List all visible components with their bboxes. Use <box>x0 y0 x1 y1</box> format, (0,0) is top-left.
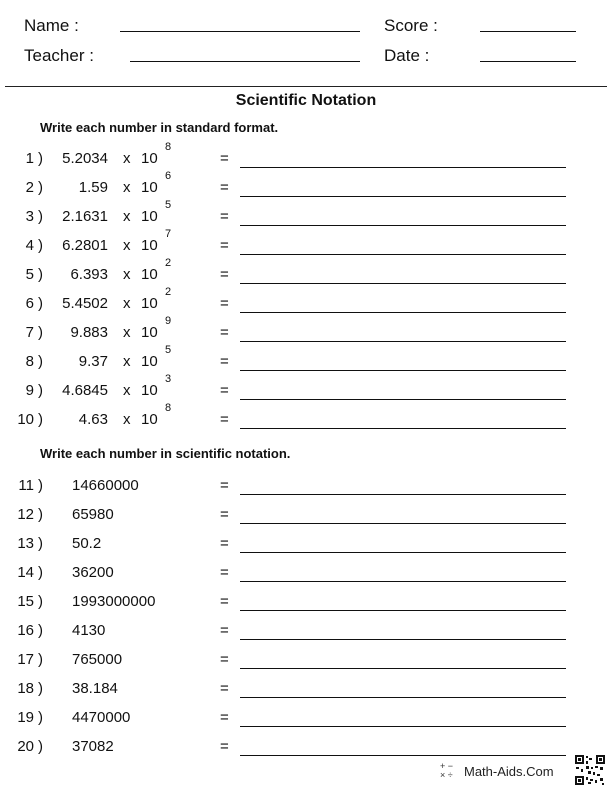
name-field-line[interactable] <box>120 31 360 32</box>
section1-instruction: Write each number in standard format. <box>40 120 279 135</box>
problem-paren: ) <box>38 477 43 494</box>
problem-row <box>0 506 612 534</box>
times-sign: x <box>123 237 131 254</box>
problem-paren: ) <box>38 237 43 254</box>
problem-paren: ) <box>38 738 43 755</box>
problem-paren: ) <box>38 179 43 196</box>
equals-sign: = <box>220 266 229 283</box>
base-ten: 10 <box>141 382 158 399</box>
base-ten: 10 <box>141 295 158 312</box>
problem-row <box>0 257 612 294</box>
problem-paren: ) <box>38 535 43 552</box>
site-name: Math-Aids.Com <box>464 764 554 779</box>
problem-number: 18 <box>17 680 34 697</box>
problem-number: 20 <box>17 738 34 755</box>
equals-sign: = <box>220 411 229 428</box>
equals-sign: = <box>220 564 229 581</box>
answer-line[interactable] <box>240 428 566 429</box>
answer-line[interactable] <box>240 697 566 698</box>
problem-paren: ) <box>38 150 43 167</box>
answer-line[interactable] <box>240 755 566 756</box>
problem-row <box>0 373 612 410</box>
problem-number: 10 <box>17 411 34 428</box>
equals-sign: = <box>220 324 229 341</box>
coefficient: 2.1631 <box>62 208 108 225</box>
problem-number: 8 <box>25 353 34 370</box>
coefficient: 6.2801 <box>62 237 108 254</box>
problem-paren: ) <box>38 382 43 399</box>
problem-paren: ) <box>38 353 43 370</box>
date-label: Date : <box>384 46 430 65</box>
problem-number: 13 <box>17 535 34 552</box>
times-sign: x <box>123 411 131 428</box>
equals-sign: = <box>220 680 229 697</box>
problem-row <box>0 680 612 708</box>
answer-line[interactable] <box>240 312 566 313</box>
problem-number: 19 <box>17 709 34 726</box>
equals-sign: = <box>220 477 229 494</box>
problem-paren: ) <box>38 709 43 726</box>
score-field-line[interactable] <box>480 31 576 32</box>
problem-row <box>0 593 612 621</box>
problem-number: 4 <box>25 237 34 254</box>
answer-line[interactable] <box>240 399 566 400</box>
problem-row <box>0 535 612 563</box>
problem-row <box>0 709 612 737</box>
times-sign: x <box>123 382 131 399</box>
base-ten: 10 <box>141 353 158 370</box>
equals-sign: = <box>220 593 229 610</box>
problem-paren: ) <box>38 266 43 283</box>
problem-paren: ) <box>38 324 43 341</box>
coefficient: 5.2034 <box>62 150 108 167</box>
answer-line[interactable] <box>240 639 566 640</box>
section2-instruction: Write each number in scientific notation. <box>40 446 291 461</box>
problem-paren: ) <box>38 680 43 697</box>
given-value: 1993000000 <box>72 593 156 610</box>
equals-sign: = <box>220 179 229 196</box>
equals-sign: = <box>220 535 229 552</box>
problem-paren: ) <box>38 622 43 639</box>
times-sign: x <box>123 179 131 196</box>
given-value: 50.2 <box>72 535 102 552</box>
problem-row <box>0 315 612 352</box>
equals-sign: = <box>220 738 229 755</box>
problem-number: 17 <box>17 651 34 668</box>
plus-minus-times-icon: + − × ÷ <box>440 761 454 780</box>
given-value: 4470000 <box>72 709 131 726</box>
problem-row <box>0 402 612 439</box>
answer-line[interactable] <box>240 167 566 168</box>
equals-sign: = <box>220 150 229 167</box>
teacher-label: Teacher : <box>24 46 94 65</box>
times-sign: x <box>123 266 131 283</box>
name-label: Name : <box>24 16 79 35</box>
given-value: 4130 <box>72 622 106 639</box>
equals-sign: = <box>220 382 229 399</box>
problem-row <box>0 651 612 679</box>
problem-number: 6 <box>25 295 34 312</box>
answer-line[interactable] <box>240 494 566 495</box>
problem-row <box>0 199 612 236</box>
exponent: 7 <box>165 228 172 240</box>
problem-row <box>0 344 612 381</box>
times-sign: x <box>123 150 131 167</box>
problem-row <box>0 286 612 323</box>
times-sign: x <box>123 295 131 312</box>
problem-paren: ) <box>38 593 43 610</box>
equals-sign: = <box>220 353 229 370</box>
equals-sign: = <box>220 208 229 225</box>
header-divider <box>5 86 607 87</box>
equals-sign: = <box>220 506 229 523</box>
times-sign: x <box>123 353 131 370</box>
problem-number: 15 <box>17 593 34 610</box>
answer-line[interactable] <box>240 668 566 669</box>
coefficient: 9.37 <box>78 353 108 370</box>
exponent: 6 <box>165 170 172 182</box>
problem-paren: ) <box>38 506 43 523</box>
problem-paren: ) <box>38 208 43 225</box>
base-ten: 10 <box>141 411 158 428</box>
date-field-line[interactable] <box>480 61 576 62</box>
coefficient: 4.63 <box>78 411 108 428</box>
given-value: 765000 <box>72 651 123 668</box>
problem-number: 2 <box>25 179 34 196</box>
problem-paren: ) <box>38 295 43 312</box>
answer-line[interactable] <box>240 196 566 197</box>
equals-sign: = <box>220 622 229 639</box>
problem-paren: ) <box>38 564 43 581</box>
problem-row <box>0 477 612 505</box>
exponent: 3 <box>165 373 172 385</box>
answer-line[interactable] <box>240 283 566 284</box>
answer-line[interactable] <box>240 523 566 524</box>
base-ten: 10 <box>141 324 158 341</box>
problem-number: 1 <box>25 150 34 167</box>
problem-row <box>0 622 612 650</box>
coefficient: 1.59 <box>78 179 108 196</box>
answer-line[interactable] <box>240 581 566 582</box>
times-sign: x <box>123 324 131 341</box>
answer-line[interactable] <box>240 341 566 342</box>
base-ten: 10 <box>141 237 158 254</box>
exponent: 8 <box>165 141 172 153</box>
answer-line[interactable] <box>240 370 566 371</box>
answer-line[interactable] <box>240 254 566 255</box>
answer-line[interactable] <box>240 726 566 727</box>
answer-line[interactable] <box>240 552 566 553</box>
problem-number: 9 <box>25 382 34 399</box>
problem-row <box>0 564 612 592</box>
problem-row <box>0 141 612 178</box>
times-sign: x <box>123 208 131 225</box>
problem-number: 16 <box>17 622 34 639</box>
base-ten: 10 <box>141 208 158 225</box>
problem-number: 12 <box>17 506 34 523</box>
problem-row <box>0 738 612 766</box>
score-label: Score : <box>384 16 438 35</box>
problem-number: 14 <box>17 564 34 581</box>
worksheet-title: Scientific Notation <box>235 92 377 109</box>
problem-number: 11 <box>18 477 34 494</box>
problem-row <box>0 228 612 265</box>
equals-sign: = <box>220 295 229 312</box>
coefficient: 9.883 <box>70 324 108 341</box>
exponent: 5 <box>165 344 172 356</box>
problem-row <box>0 170 612 207</box>
exponent: 2 <box>165 257 172 269</box>
base-ten: 10 <box>141 266 158 283</box>
given-value: 65980 <box>72 506 114 523</box>
problem-paren: ) <box>38 651 43 668</box>
equals-sign: = <box>220 709 229 726</box>
qr-code-icon <box>574 754 606 786</box>
problem-number: 7 <box>25 324 34 341</box>
given-value: 38.184 <box>72 680 118 697</box>
problem-number: 5 <box>25 266 34 283</box>
coefficient: 4.6845 <box>62 382 108 399</box>
given-value: 36200 <box>72 564 114 581</box>
base-ten: 10 <box>141 179 158 196</box>
base-ten: 10 <box>141 150 158 167</box>
exponent: 5 <box>165 199 172 211</box>
equals-sign: = <box>220 237 229 254</box>
equals-sign: = <box>220 651 229 668</box>
exponent: 9 <box>165 315 172 327</box>
answer-line[interactable] <box>240 610 566 611</box>
coefficient: 5.4502 <box>62 295 108 312</box>
problem-number: 3 <box>25 208 34 225</box>
problem-paren: ) <box>38 411 43 428</box>
exponent: 2 <box>165 286 172 298</box>
answer-line[interactable] <box>240 225 566 226</box>
coefficient: 6.393 <box>70 266 108 283</box>
teacher-field-line[interactable] <box>130 61 360 62</box>
given-value: 37082 <box>72 738 114 755</box>
given-value: 14660000 <box>72 477 139 494</box>
exponent: 8 <box>165 402 172 414</box>
